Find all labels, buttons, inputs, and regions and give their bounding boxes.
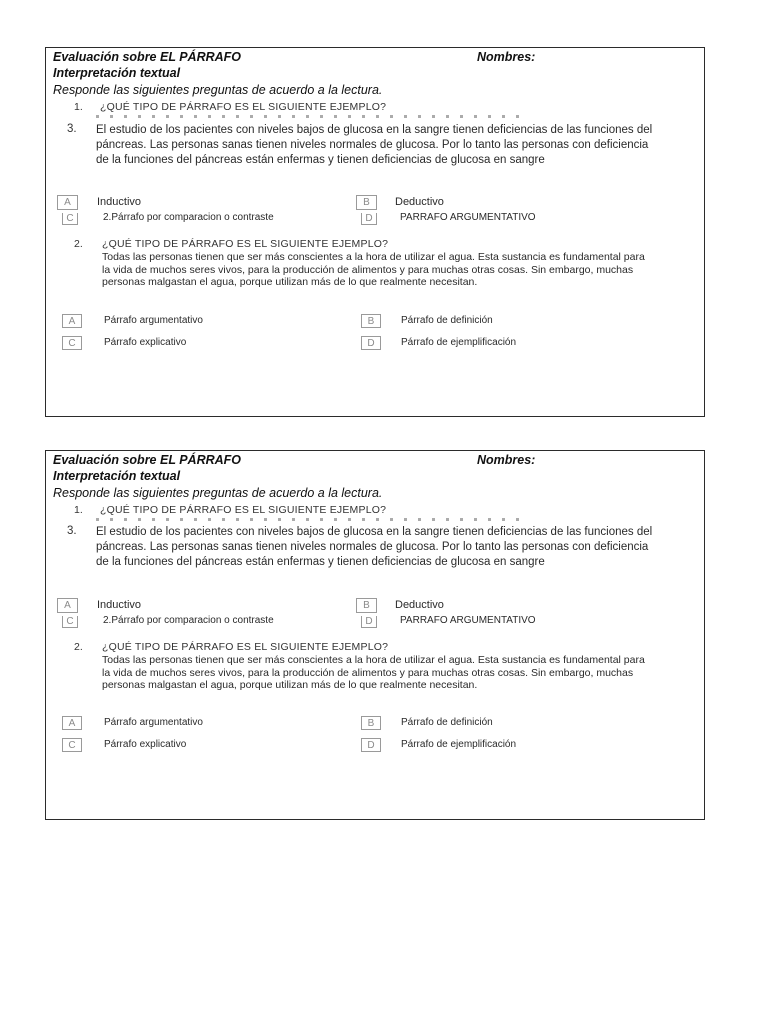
instruction-text: Responde las siguientes preguntas de acuerdo a la lectura. [53,486,383,500]
option-c-box[interactable]: C [62,336,82,350]
evaluation-card-2 [45,450,705,820]
option-c-box[interactable]: C [62,616,78,628]
card-title: Evaluación sobre EL PÁRRAFO [53,50,242,64]
option-b-box[interactable]: B [361,716,381,730]
question-2-number: 2. [74,641,83,653]
names-label: Nombres: [477,50,536,64]
option-d-label: Párrafo de ejemplificación [401,337,517,348]
instruction-text: Responde las siguientes preguntas de acuerdo a la lectura. [53,83,383,97]
option-a-box[interactable]: A [57,598,78,613]
option-a-box[interactable]: A [62,716,82,730]
option-d-box[interactable]: D [361,213,377,225]
question-2-text: Todas las personas tienen que ser más conscientes a la hora de utilizar el agua. Esta sustancia es fundamental para la vida de muchos seres vivos, para la producción de alimentos y para muchas otras cosas. Sin embargo, muchas personas malgastan el agua, porque utilizan más de lo que realmente necesitan. [102,251,645,288]
cut-off-text-line [96,115,526,118]
question-2-text: Todas las personas tienen que ser más conscientes a la hora de utilizar el agua. Esta sustancia es fundamental para la vida de muchos seres vivos, para la producción de alimentos y para muchas otras cosas. Sin embargo, muchas personas malgastan el agua, porque utilizan más de lo que realmente necesitan. [102,654,645,691]
question-2-number: 2. [74,238,83,250]
option-c-label: Párrafo explicativo [104,337,187,348]
option-a-label: Párrafo argumentativo [104,717,203,728]
option-b-box[interactable]: B [356,598,377,613]
names-label: Nombres: [477,453,536,467]
question-2-heading: ¿QUÉ TIPO DE PÁRRAFO ES EL SIGUIENTE EJEMPLO? [102,238,389,250]
option-b-label: Deductivo [395,599,444,611]
option-b-box[interactable]: B [356,195,377,210]
cut-off-text-line [96,518,526,521]
question-3-number: 3. [67,123,77,135]
card-subtitle: Interpretación textual [53,469,181,483]
option-d-box[interactable]: D [361,738,381,752]
option-a-label: Inductivo [97,599,142,611]
card-title: Evaluación sobre EL PÁRRAFO [53,453,242,467]
option-c-box[interactable]: C [62,213,78,225]
option-a-box[interactable]: A [62,314,82,328]
option-b-label: Párrafo de definición [401,315,493,326]
question-2-heading: ¿QUÉ TIPO DE PÁRRAFO ES EL SIGUIENTE EJEMPLO? [102,641,389,653]
option-c-label: 2.Párrafo por comparacion o contraste [103,615,274,626]
question-3-text: El estudio de los pacientes con niveles bajos de glucosa en la sangre tienen deficiencias de las funciones del páncreas. Las personas sanas tienen niveles normales de glucosa. Por lo tanto las personas con deficiencia de la funciones del páncreas están enfermas y tienen deficiencias de glucosa en sangre [96,526,653,568]
question-3-text: El estudio de los pacientes con niveles bajos de glucosa en la sangre tienen deficiencias de las funciones del páncreas. Las personas sanas tienen niveles normales de glucosa. Por lo tanto las personas con deficiencia de la funciones del páncreas están enfermas y tienen deficiencias de glucosa en sangre [96,124,653,166]
question-3-number: 3. [67,525,77,537]
option-d-box[interactable]: D [361,336,381,350]
question-1-text: ¿QUÉ TIPO DE PÁRRAFO ES EL SIGUIENTE EJEMPLO? [100,504,387,516]
option-a-label: Inductivo [97,196,142,208]
option-b-label: Deductivo [395,196,444,208]
option-c-label: Párrafo explicativo [104,739,187,750]
option-b-label: Párrafo de definición [401,717,493,728]
evaluation-card-1 [45,47,705,417]
option-b-box[interactable]: B [361,314,381,328]
question-1-number: 1. [74,504,83,516]
option-d-label: Párrafo de ejemplificación [401,739,517,750]
option-d-label: PARRAFO ARGUMENTATIVO [400,212,536,223]
option-a-box[interactable]: A [57,195,78,210]
option-a-label: Párrafo argumentativo [104,315,203,326]
option-d-label: PARRAFO ARGUMENTATIVO [400,615,536,626]
question-1-number: 1. [74,101,83,113]
question-1-text: ¿QUÉ TIPO DE PÁRRAFO ES EL SIGUIENTE EJEMPLO? [100,101,387,113]
option-c-box[interactable]: C [62,738,82,752]
card-subtitle: Interpretación textual [53,66,181,80]
option-d-box[interactable]: D [361,616,377,628]
option-c-label: 2.Párrafo por comparacion o contraste [103,212,274,223]
